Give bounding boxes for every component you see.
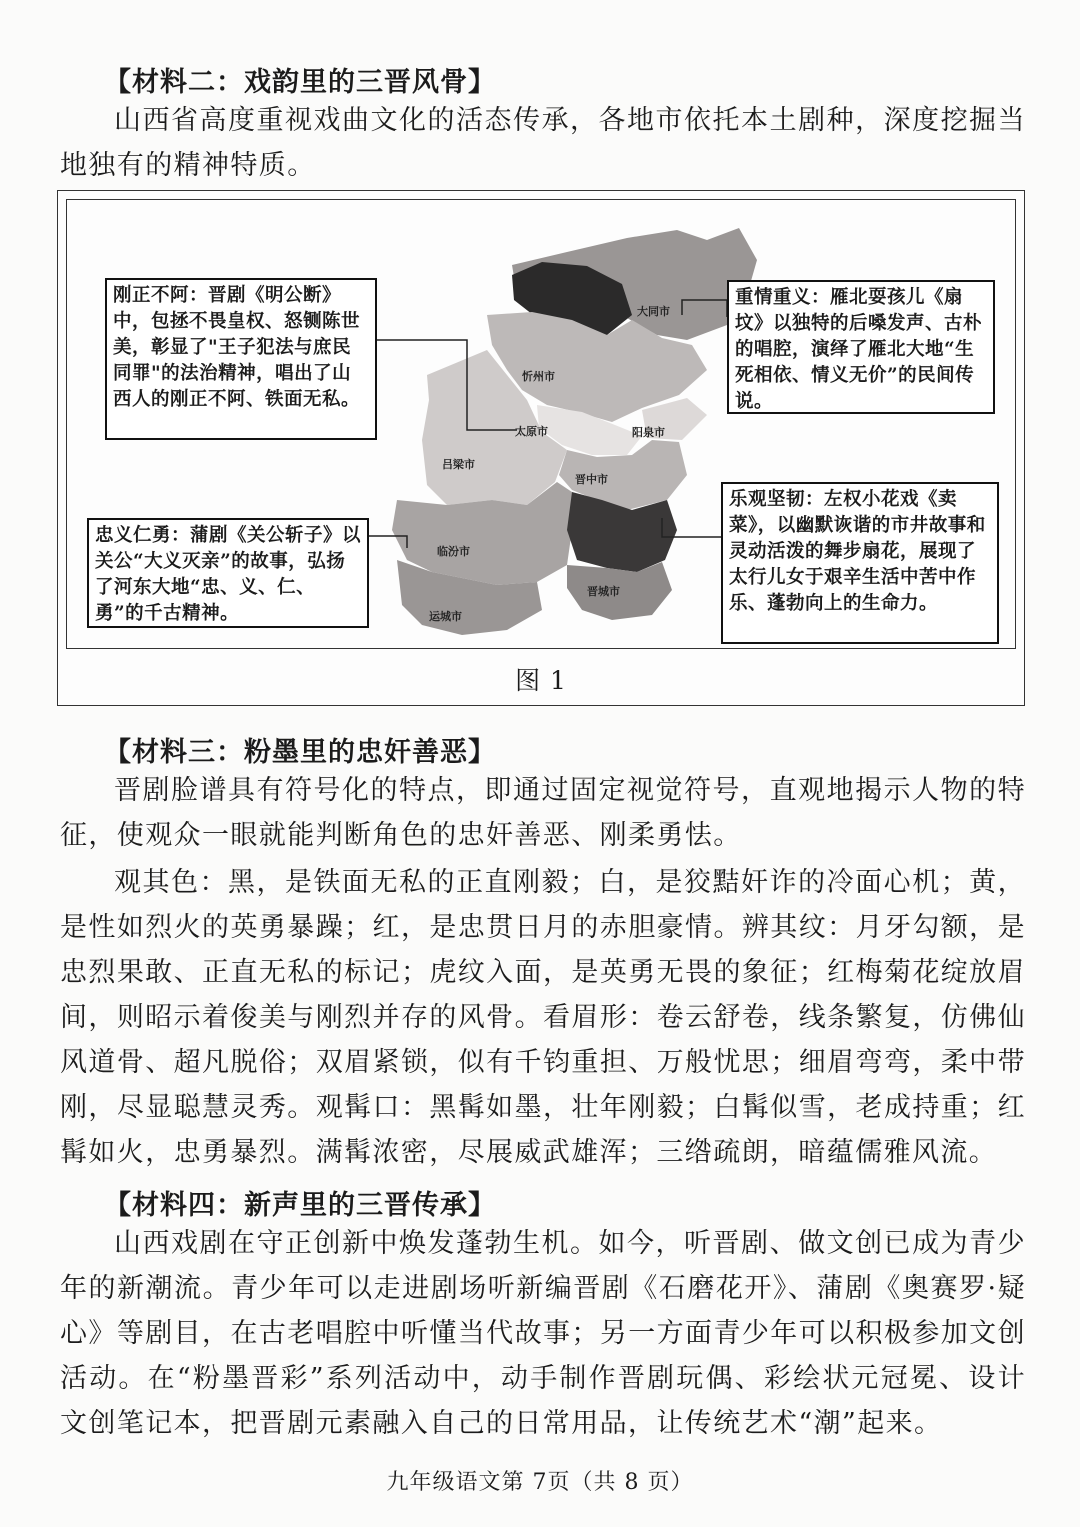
figure-map-panel xyxy=(66,199,1016,649)
city-label-jincheng: 晋城市 xyxy=(587,585,620,598)
city-label-lvliang: 吕梁市 xyxy=(442,458,475,471)
material4-heading: 【材料四：新声里的三晋传承】 xyxy=(104,1190,496,1221)
callout-top-right: 重情重义：雁北耍孩儿《扇坟》以独特的后嗓发声、古朴的唱腔，演绎了雁北大地“生死相依、情义无价”的民间传说。 xyxy=(727,280,995,414)
callout-bottom-left: 忠义仁勇：蒲剧《关公斩子》以关公“大义灭亲”的故事，弘扬了河东大地“忠、义、仁、勇”的千古精神。 xyxy=(87,518,369,628)
material2-paragraph: 山西省高度重视戏曲文化的活态传承，各地市依托本土剧种，深度挖掘当地独有的精神特质。 xyxy=(60,105,1026,181)
city-label-datong: 大同市 xyxy=(637,305,670,318)
material3-paragraph-1: 晋剧脸谱具有符号化的特点，即通过固定视觉符号，直观地揭示人物的特征，使观众一眼就能判断角色的忠奸善恶、刚柔勇怯。 xyxy=(60,775,1026,851)
city-label-linfen: 临汾市 xyxy=(437,545,470,558)
material3-heading: 【材料三：粉墨里的忠奸善恶】 xyxy=(104,737,496,768)
figure-caption: 图 1 xyxy=(515,666,567,695)
callout-top-left: 刚正不阿：晋剧《明公断》中，包拯不畏皇权、怒铡陈世美，彰显了"王子犯法与庶民同罪"的法治精神，唱出了山西人的刚正不阿、铁面无私。 xyxy=(105,278,377,440)
figure-1 xyxy=(57,190,1025,706)
callout-bottom-right: 乐观坚韧：左权小花戏《卖菜》，以幽默诙谐的市井故事和灵动活泼的舞步扇花，展现了太行儿女于艰辛生活中苦中作乐、蓬勃向上的生命力。 xyxy=(721,482,999,644)
page-footer: 九年级语文第 7页（共 8 页） xyxy=(386,1470,694,1495)
material4-paragraph: 山西戏剧在守正创新中焕发蓬勃生机。如今，听晋剧、做文创已成为青少年的新潮流。青少年可以走进剧场听新编晋剧《石磨花开》、蒲剧《奥赛罗·疑心》等剧目，在古老唱腔中听懂当代故事；另一方面青少年可以积极参加文创活动。在“粉墨晋彩”系列活动中，动手制作晋剧玩偶、彩绘状元冠冕、设计文创笔记本，把晋剧元素融入自己的日常用品，让传统艺术“潮”起来。 xyxy=(60,1228,1026,1439)
city-label-yangquan: 阳泉市 xyxy=(632,426,665,439)
city-label-xinzhou: 忻州市 xyxy=(522,370,555,383)
material3-paragraph-2: 观其色：黑，是铁面无私的正直刚毅；白，是狡黠奸诈的冷面心机；黄，是性如烈火的英勇暴躁；红，是忠贯日月的赤胆豪情。辨其纹：月牙勾额，是忠烈果敢、正直无私的标记；虎纹入面，是英勇无畏的象征；红梅菊花绽放眉间，则昭示着俊美与刚烈并存的风骨。看眉形：卷云舒卷，线条繁复，仿佛仙风道骨、超凡脱俗；双眉紧锁，似有千钧重担、万般忧思；细眉弯弯，柔中带刚，尽显聪慧灵秀。观髯口：黑髯如墨，壮年刚毅；白髯似雪，老成持重；红髯如火，忠勇暴烈。满髯浓密，尽展威武雄浑；三绺疏朗，暗蕴儒雅风流。 xyxy=(60,867,1026,1168)
city-label-taiyuan: 太原市 xyxy=(515,425,548,438)
city-label-jinzhong: 晋中市 xyxy=(575,473,608,486)
city-label-yuncheng: 运城市 xyxy=(429,610,462,623)
material2-heading: 【材料二：戏韵里的三晋风骨】 xyxy=(104,67,496,98)
